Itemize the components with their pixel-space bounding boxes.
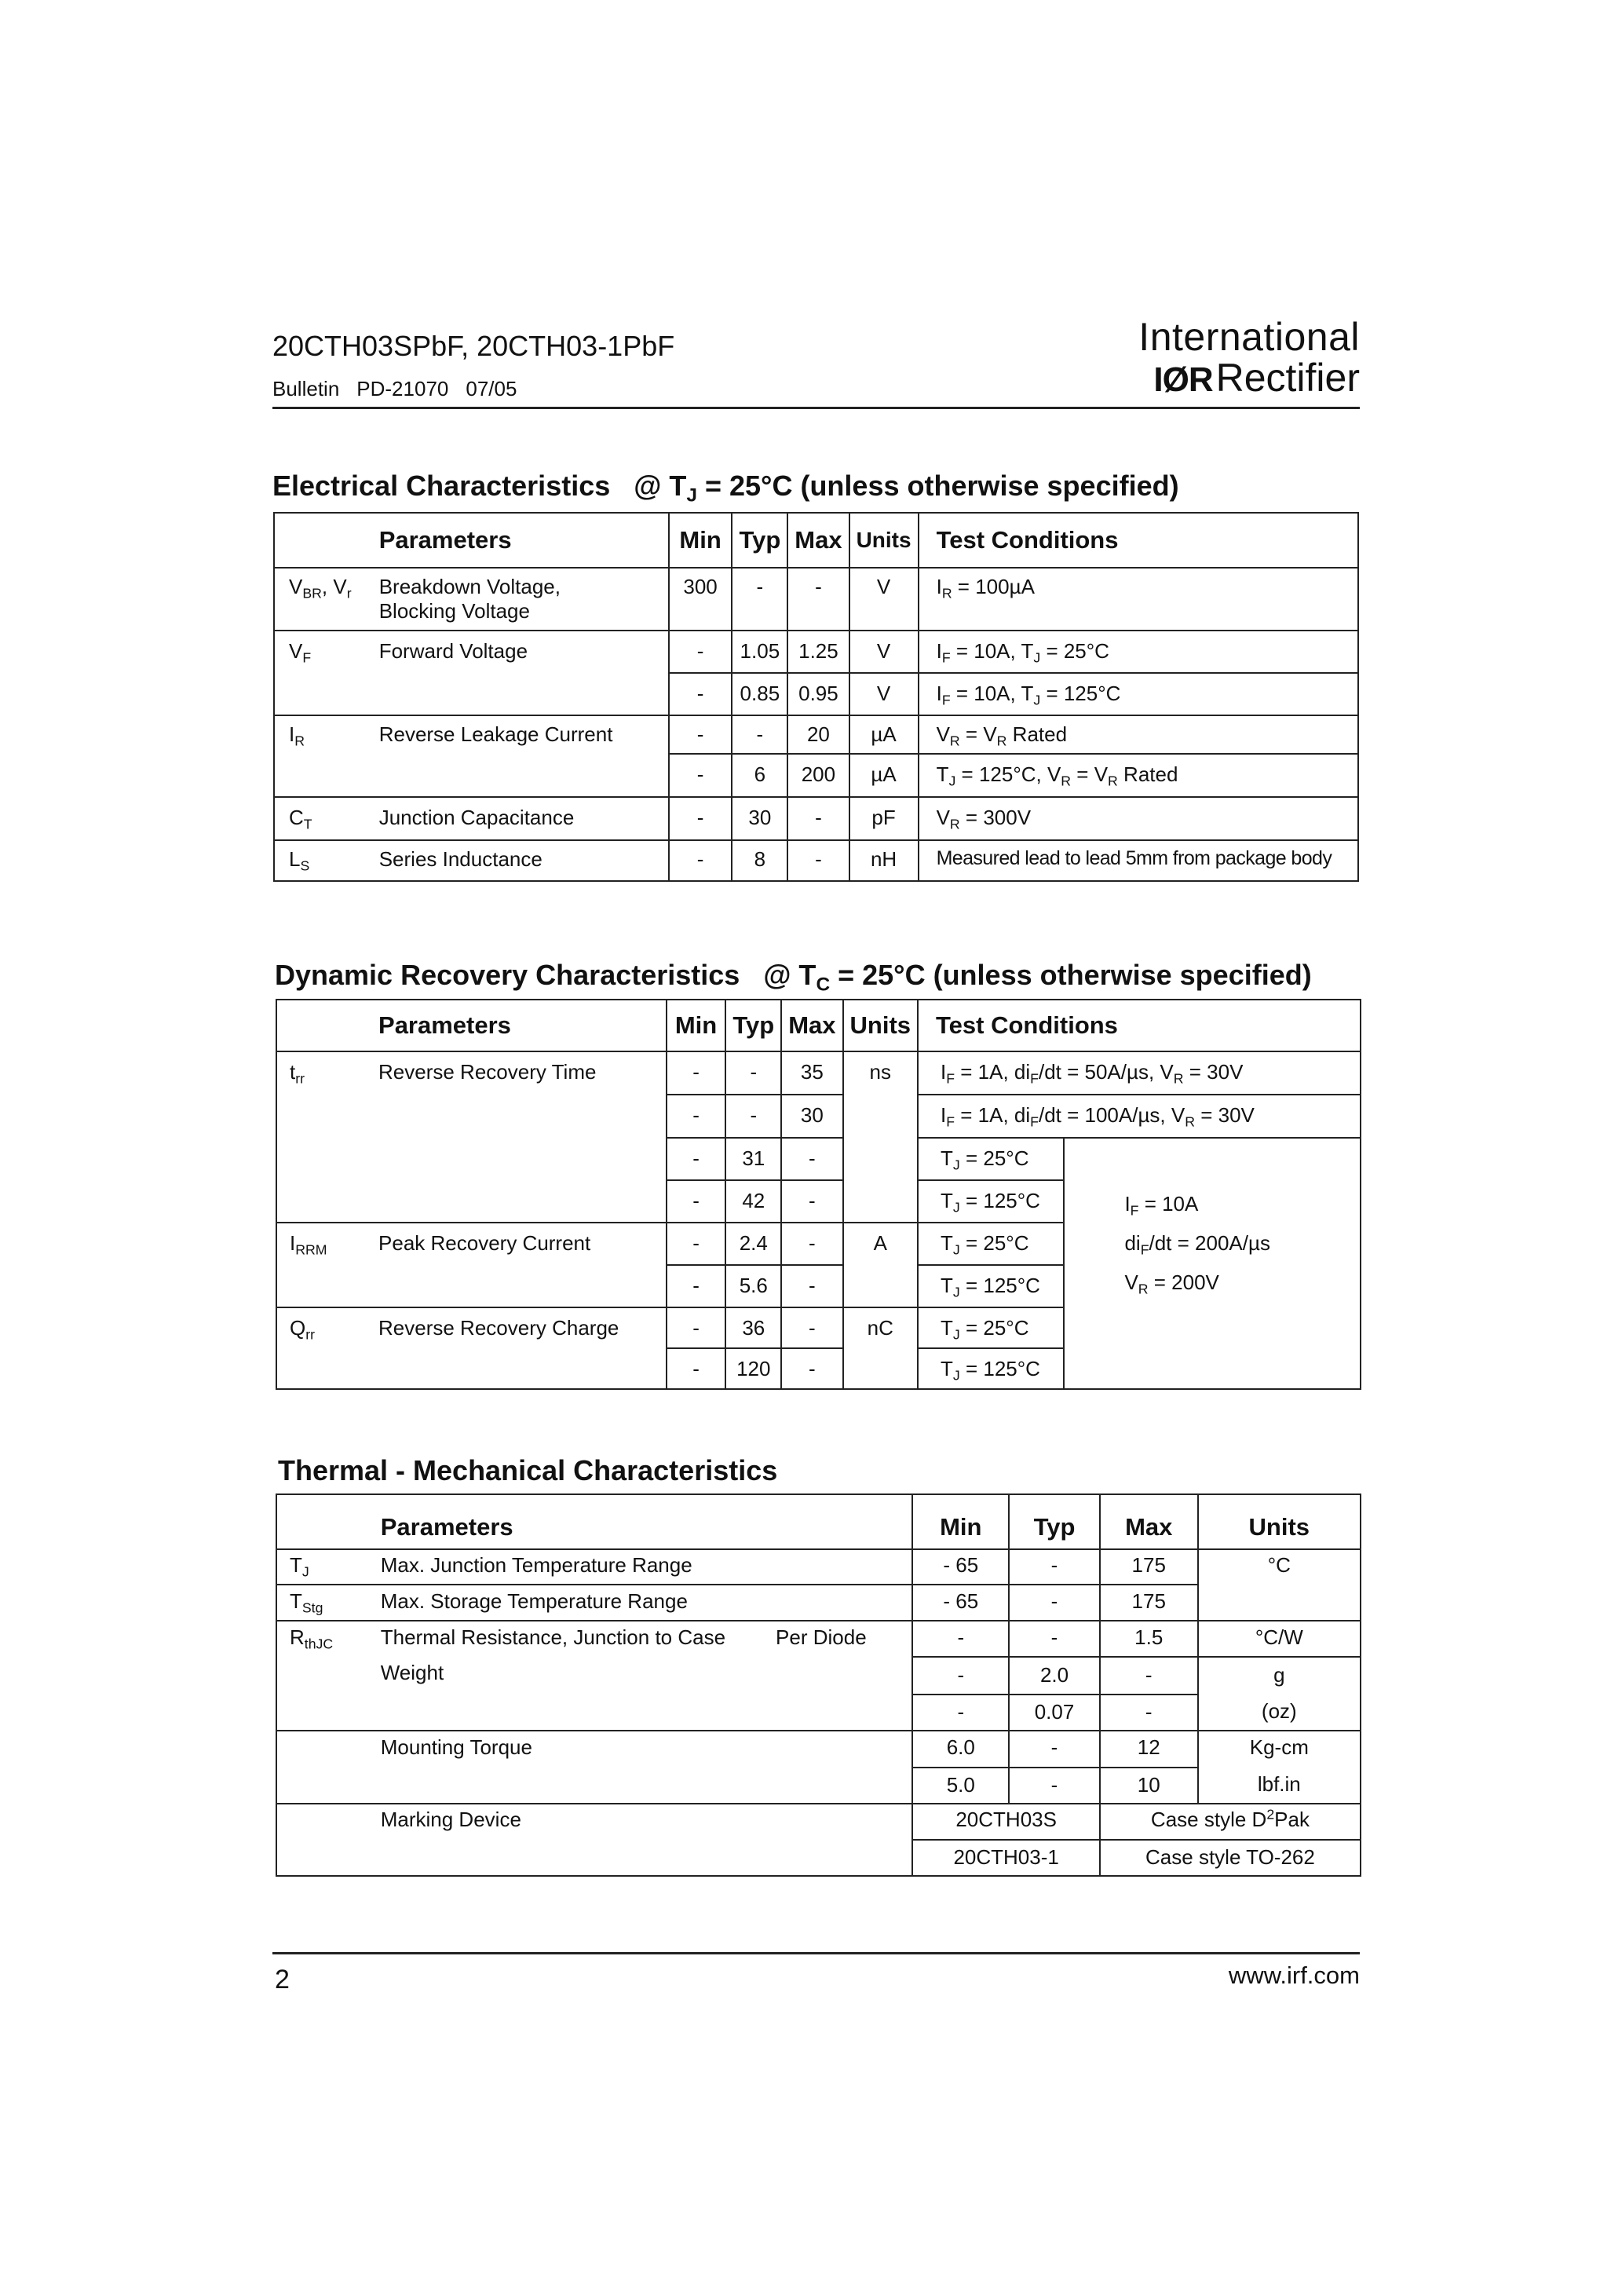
test-cell: $T_J = 25^\circ C$ [918, 1307, 1064, 1348]
table-row [276, 1051, 1361, 1095]
units-cell: µA [849, 715, 919, 754]
max-cell: 200 [787, 754, 849, 797]
header-typ: Typ [732, 513, 787, 568]
common-didt: $di_F/dt = 200A/\mu s$ [1124, 1231, 1270, 1258]
electrical-table [273, 512, 1359, 882]
max-cell: 10 [1100, 1768, 1198, 1804]
min-cell: 6.0 [912, 1731, 1009, 1768]
header-cell [274, 513, 373, 568]
dynamic-section-title [275, 959, 1312, 996]
parameter-cell: Marking Device [374, 1804, 913, 1876]
units-cell: (oz) [1198, 1695, 1361, 1731]
typ-cell: 6 [732, 754, 787, 797]
electrical-header-row [274, 513, 1358, 568]
test-cell: $T_J = 125^\circ C$ [918, 1180, 1064, 1223]
logo-ior-mark: IØR [1153, 360, 1213, 399]
symbol-cell: $R_{thJC}$ [276, 1621, 374, 1657]
test-cell: $V_R = V_R$ Rated [919, 715, 1358, 754]
test-cell: $T_J = 125^\circ C$, $V_R = V_R$ Rated [919, 754, 1358, 797]
typ-cell: - [1009, 1585, 1100, 1621]
min-cell: 5.0 [912, 1768, 1009, 1804]
max-cell: - [787, 568, 849, 631]
symbol-cell: $I_{RRM}$ [276, 1223, 372, 1307]
table-row [276, 1657, 1361, 1695]
typ-cell: 36 [725, 1307, 781, 1348]
min-cell: - [912, 1621, 1009, 1657]
bulletin-number: PD-21070 [356, 377, 449, 400]
parameter-cell: Series Inductance [373, 840, 669, 881]
units-cell: A [843, 1223, 919, 1307]
dynamic-title-sub: C [816, 974, 831, 996]
symbol-cell: $t_{rr}$ [276, 1051, 372, 1223]
min-cell: - [669, 715, 732, 754]
max-cell: 0.95 [787, 673, 849, 715]
min-cell: - [667, 1348, 726, 1389]
symbol-cell [276, 1804, 374, 1876]
typ-cell: - [732, 568, 787, 631]
table-row [274, 715, 1358, 754]
header-max: Max [787, 513, 849, 568]
test-cell: $T_J = 25^\circ C$ [918, 1138, 1064, 1180]
table-row [274, 568, 1358, 631]
min-cell: - [669, 754, 732, 797]
symbol-cell [276, 1657, 374, 1731]
symbol-cell [274, 754, 373, 797]
units-cell: g [1198, 1657, 1361, 1695]
symbol-cell: $L_S$ [274, 840, 373, 881]
marking-device-cell: 20CTH03S [912, 1804, 1099, 1840]
max-cell: 1.25 [787, 631, 849, 673]
min-cell: - [667, 1307, 726, 1348]
common-test-conditions [1064, 1138, 1361, 1389]
typ-cell: - [1009, 1621, 1100, 1657]
min-cell: - [667, 1223, 726, 1265]
header-parameters: Parameters [373, 513, 669, 568]
header-test-conditions: Test Conditions [918, 1000, 1361, 1051]
min-cell: - [912, 1657, 1009, 1695]
header-typ: Typ [725, 1000, 781, 1051]
company-logo [1138, 314, 1360, 400]
min-cell: 300 [669, 568, 732, 631]
typ-cell: - [725, 1095, 781, 1138]
max-cell: 30 [781, 1095, 842, 1138]
parameter-cell: Max. Storage Temperature Range [374, 1585, 913, 1621]
header-min: Min [667, 1000, 726, 1051]
electrical-title-main: Electrical Characteristics [272, 470, 611, 502]
test-cell: $I_F = 10A$, $T_J = 25^\circ C$ [919, 631, 1358, 673]
header-cell [276, 1000, 372, 1051]
typ-cell: 42 [725, 1180, 781, 1223]
parameter-cell: Mounting Torque [374, 1731, 913, 1804]
typ-cell: 0.07 [1009, 1695, 1100, 1731]
min-cell: - [669, 797, 732, 840]
min-cell: - [667, 1265, 726, 1307]
parameter-cell: Weight [374, 1657, 913, 1731]
units-cell: Kg-cm [1198, 1731, 1361, 1768]
header-max: Max [781, 1000, 842, 1051]
test-cell: $T_J = 125^\circ C$ [918, 1265, 1064, 1307]
max-cell: 20 [787, 715, 849, 754]
case-style-cell: Case style TO-262 [1100, 1840, 1361, 1876]
parameter-cell: Forward Voltage [373, 631, 669, 673]
dynamic-title-suffix: = 25°C (unless otherwise specified) [830, 959, 1312, 991]
max-cell: - [1100, 1695, 1198, 1731]
header-rule [272, 407, 1360, 409]
max-cell: - [781, 1348, 842, 1389]
typ-cell: - [725, 1051, 781, 1095]
parameter-cell: Reverse Recovery Time [372, 1051, 667, 1223]
table-row [274, 840, 1358, 881]
test-cell: $T_J = 125^\circ C$ [918, 1348, 1064, 1389]
parameter-cell: Peak Recovery Current [372, 1223, 667, 1307]
max-cell: 35 [781, 1051, 842, 1095]
bulletin-line [272, 377, 534, 401]
units-cell: °C [1198, 1549, 1361, 1621]
parameter-cell: Thermal Resistance, Junction to Case Per Diode [374, 1621, 913, 1657]
min-cell: - [669, 673, 732, 715]
typ-cell: 8 [732, 840, 787, 881]
parameter-cell: Reverse Leakage Current [373, 715, 669, 754]
test-cell: $I_F = 10A$, $T_J = 125^\circ C$ [919, 673, 1358, 715]
electrical-title-sub: J [686, 484, 697, 506]
units-cell: lbf.in [1198, 1768, 1361, 1804]
symbol-cell: $V_F$ [274, 631, 373, 673]
typ-cell: 0.85 [732, 673, 787, 715]
test-cell: $I_F = 1A$, $di_F/dt = 100A/\mu s$, $V_R = 30V$ [918, 1095, 1361, 1138]
test-cell: $I_R = 100\mu A$ [919, 568, 1358, 631]
symbol-cell: $T_J$ [276, 1549, 374, 1585]
units-cell: °C/W [1198, 1621, 1361, 1657]
symbol-cell: $I_R$ [274, 715, 373, 754]
electrical-title-suffix: = 25°C (unless otherwise specified) [696, 470, 1179, 502]
table-row [274, 631, 1358, 673]
test-cell: $V_R = 300V$ [919, 797, 1358, 840]
min-cell: - [667, 1180, 726, 1223]
parameter-cell: Max. Junction Temperature Range [374, 1549, 913, 1585]
typ-cell: 120 [725, 1348, 781, 1389]
header-parameters: Parameters [372, 1000, 667, 1051]
typ-cell: - [1009, 1731, 1100, 1768]
min-cell: - [669, 840, 732, 881]
table-row [274, 673, 1358, 715]
test-cell: $T_J = 25^\circ C$ [918, 1223, 1064, 1265]
min-cell: - [667, 1138, 726, 1180]
thermal-header-row [276, 1494, 1361, 1549]
symbol-cell [276, 1731, 374, 1804]
table-row [274, 797, 1358, 840]
logo-rectifier-text: Rectifier [1215, 356, 1360, 400]
dynamic-header-row [276, 1000, 1361, 1051]
min-cell: - 65 [912, 1585, 1009, 1621]
common-vr: $V_R = 200V$ [1124, 1270, 1219, 1297]
typ-cell: 31 [725, 1138, 781, 1180]
min-cell: - 65 [912, 1549, 1009, 1585]
units-cell: nC [843, 1307, 919, 1389]
units-cell: µA [849, 754, 919, 797]
marking-device-cell: 20CTH03-1 [912, 1840, 1099, 1876]
max-cell: 175 [1100, 1585, 1198, 1621]
dynamic-title-cond: @ T [763, 959, 816, 991]
max-cell: - [781, 1307, 842, 1348]
units-cell: ns [843, 1051, 919, 1223]
header-min: Min [912, 1494, 1009, 1549]
symbol-cell: $T_{Stg}$ [276, 1585, 374, 1621]
max-cell: - [1100, 1657, 1198, 1695]
website-link[interactable]: www.irf.com [1228, 1961, 1360, 1989]
units-cell: V [849, 673, 919, 715]
bulletin-date: 07/05 [466, 377, 517, 400]
symbol-cell: $V_{BR}$, $V_r$ [274, 568, 373, 631]
table-row [276, 1804, 1361, 1840]
max-cell: 1.5 [1100, 1621, 1198, 1657]
max-cell: - [781, 1223, 842, 1265]
logo-line-international: International [1138, 315, 1360, 359]
electrical-title-cond: @ T [634, 470, 687, 502]
max-cell: - [781, 1138, 842, 1180]
typ-cell: - [732, 715, 787, 754]
table-row [276, 1621, 1361, 1657]
dynamic-table [276, 999, 1361, 1390]
electrical-section-title [272, 470, 1179, 506]
typ-cell: - [1009, 1768, 1100, 1804]
thermal-table [276, 1493, 1361, 1877]
table-row [276, 1731, 1361, 1768]
header-min: Min [669, 513, 732, 568]
units-cell: pF [849, 797, 919, 840]
parameter-cell: Breakdown Voltage, Blocking Voltage [373, 568, 669, 631]
min-cell: - [667, 1051, 726, 1095]
symbol-cell [274, 673, 373, 715]
header-test-conditions: Test Conditions [919, 513, 1358, 568]
common-if: $I_F = 10A$ [1124, 1192, 1199, 1219]
test-cell: $I_F = 1A$, $di_F/dt = 50A/\mu s$, $V_R = 30V$ [918, 1051, 1361, 1095]
document-title: 20CTH03SPbF, 20CTH03-1PbF [272, 330, 675, 362]
typ-cell: 2.4 [725, 1223, 781, 1265]
table-row [274, 754, 1358, 797]
max-cell: 175 [1100, 1549, 1198, 1585]
typ-cell: 1.05 [732, 631, 787, 673]
typ-cell: - [1009, 1549, 1100, 1585]
case-style-cell: Case style $D^2Pak$ [1100, 1804, 1361, 1840]
units-cell: V [849, 631, 919, 673]
bulletin-label: Bulletin [272, 377, 340, 400]
min-cell: - [912, 1695, 1009, 1731]
max-cell: - [781, 1265, 842, 1307]
parameter-cell [373, 754, 669, 797]
logo-line-rectifier [1138, 355, 1360, 400]
min-cell: - [669, 631, 732, 673]
parameter-cell [373, 673, 669, 715]
symbol-cell: $Q_{rr}$ [276, 1307, 372, 1389]
header-units: Units [849, 513, 919, 568]
symbol-cell: $C_T$ [274, 797, 373, 840]
typ-cell: 30 [732, 797, 787, 840]
parameter-cell: Reverse Recovery Charge [372, 1307, 667, 1389]
units-cell: nH [849, 840, 919, 881]
page-number: 2 [275, 1965, 290, 1994]
typ-cell: 2.0 [1009, 1657, 1100, 1695]
min-cell: - [667, 1095, 726, 1138]
test-cell: Measured lead to lead 5mm from package body [919, 840, 1358, 881]
per-diode-note: Per Diode [776, 1625, 867, 1649]
header-parameters: Parameters [374, 1494, 913, 1549]
header-typ: Typ [1009, 1494, 1100, 1549]
footer-rule [272, 1952, 1360, 1954]
parameter-cell: Junction Capacitance [373, 797, 669, 840]
max-cell: - [781, 1180, 842, 1223]
header-units: Units [1198, 1494, 1361, 1549]
max-cell: - [787, 797, 849, 840]
header-units: Units [843, 1000, 919, 1051]
max-cell: 12 [1100, 1731, 1198, 1768]
table-row [276, 1549, 1361, 1585]
header-cell [276, 1494, 374, 1549]
units-cell: V [849, 568, 919, 631]
typ-cell: 5.6 [725, 1265, 781, 1307]
thermal-section-title: Thermal - Mechanical Characteristics [278, 1454, 778, 1486]
max-cell: - [787, 840, 849, 881]
dynamic-title-main: Dynamic Recovery Characteristics [275, 959, 740, 991]
header-max: Max [1100, 1494, 1198, 1549]
